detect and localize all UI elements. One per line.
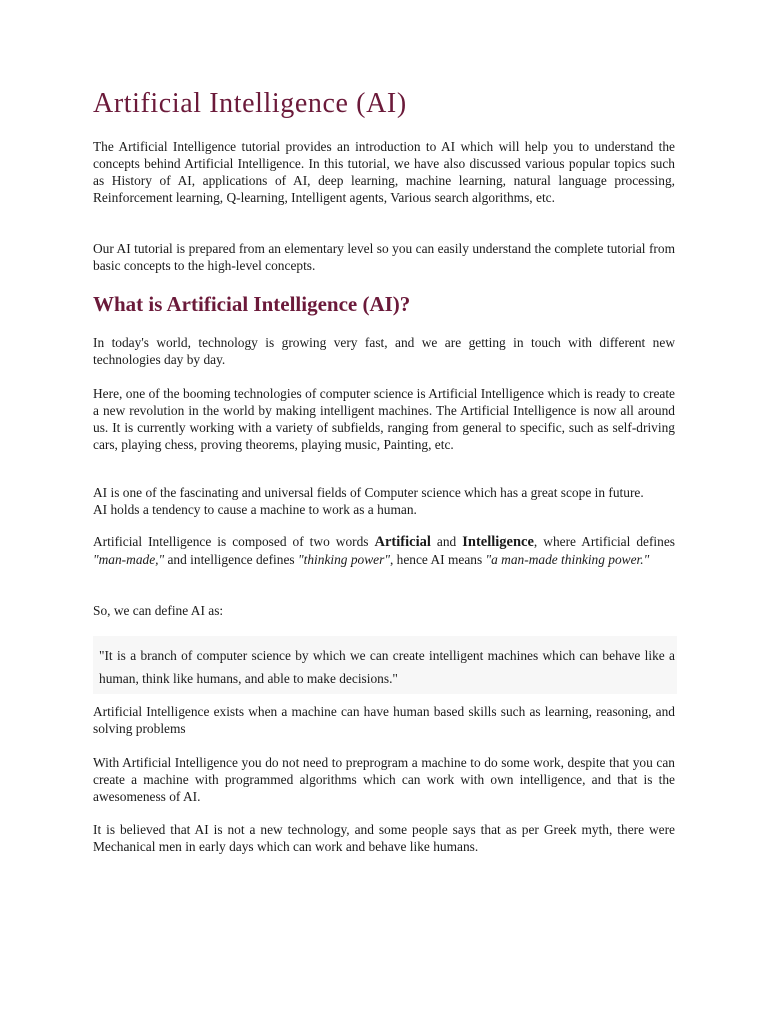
- section-paragraph-2: Here, one of the booming technologies of computer science is Artificial Intelligence which is ready to create a new revolution in the world by making intelligent machines. The Artificial Intelligence is now all around us. It is currently working with a variety of subfields, ranging from general to specific, such as self-driving cars, playing chess, proving theorems, playing music, Painting, etc.: [93, 386, 675, 452]
- term-man-made: "man-made,": [93, 552, 165, 567]
- p4-text-3: , where Artificial defines: [533, 534, 675, 549]
- section-paragraph-4: [93, 533, 675, 568]
- section-heading: What is Artificial Intelligence (AI)?: [93, 292, 411, 316]
- p4-text-4: and intelligence defines: [164, 552, 298, 567]
- section-paragraph-6: Artificial Intelligence exists when a machine can have human based skills such as learning, reasoning, and solving problems: [93, 704, 675, 736]
- term-thinking-power: "thinking power": [297, 552, 390, 567]
- p4-text-1: Artificial Intelligence is composed of two words: [93, 534, 375, 549]
- p4-text-2: and: [430, 534, 463, 549]
- definition-quote: "It is a branch of computer science by which we can create intelligent machines which can behave like a human, think like humans, and able to make decisions.": [93, 636, 677, 694]
- p4-text-5: , hence AI means: [389, 552, 486, 567]
- section-paragraph-5: So, we can define AI as:: [93, 603, 224, 618]
- page-title: Artificial Intelligence (AI): [93, 88, 407, 119]
- definition-phrase: "a man-made thinking power.": [485, 552, 650, 567]
- section-paragraph-7: With Artificial Intelligence you do not need to preprogram a machine to do some work, despite that you can create a machine with programmed algorithms which can work with own intelligence, and that is the awesomeness of AI.: [93, 755, 675, 804]
- term-artificial: Artificial: [374, 534, 431, 550]
- intro-paragraph-2: Our AI tutorial is prepared from an elementary level so you can easily understand the complete tutorial from basic concepts to the high-level concepts.: [93, 241, 675, 273]
- section-paragraph-3: AI is one of the fascinating and universal fields of Computer science which has a great scope in future. AI holds a tendency to cause a machine to work as a human.: [93, 485, 644, 517]
- intro-paragraph-1: The Artificial Intelligence tutorial provides an introduction to AI which will help you to understand the concepts behind Artificial Intelligence. In this tutorial, we have also discussed various popular topics such as History of AI, applications of AI, deep learning, machine learning, natural language processing, Reinforcement learning, Q-learning, Intelligent agents, Various search algorithms, etc.: [93, 139, 675, 205]
- section-paragraph-1: In today's world, technology is growing very fast, and we are getting in touch with different new technologies day by day.: [93, 335, 675, 367]
- term-intelligence: Intelligence: [462, 534, 534, 550]
- section-paragraph-8: It is believed that AI is not a new technology, and some people says that as per Greek myth, there were Mechanical men in early days which can work and behave like humans.: [93, 822, 675, 854]
